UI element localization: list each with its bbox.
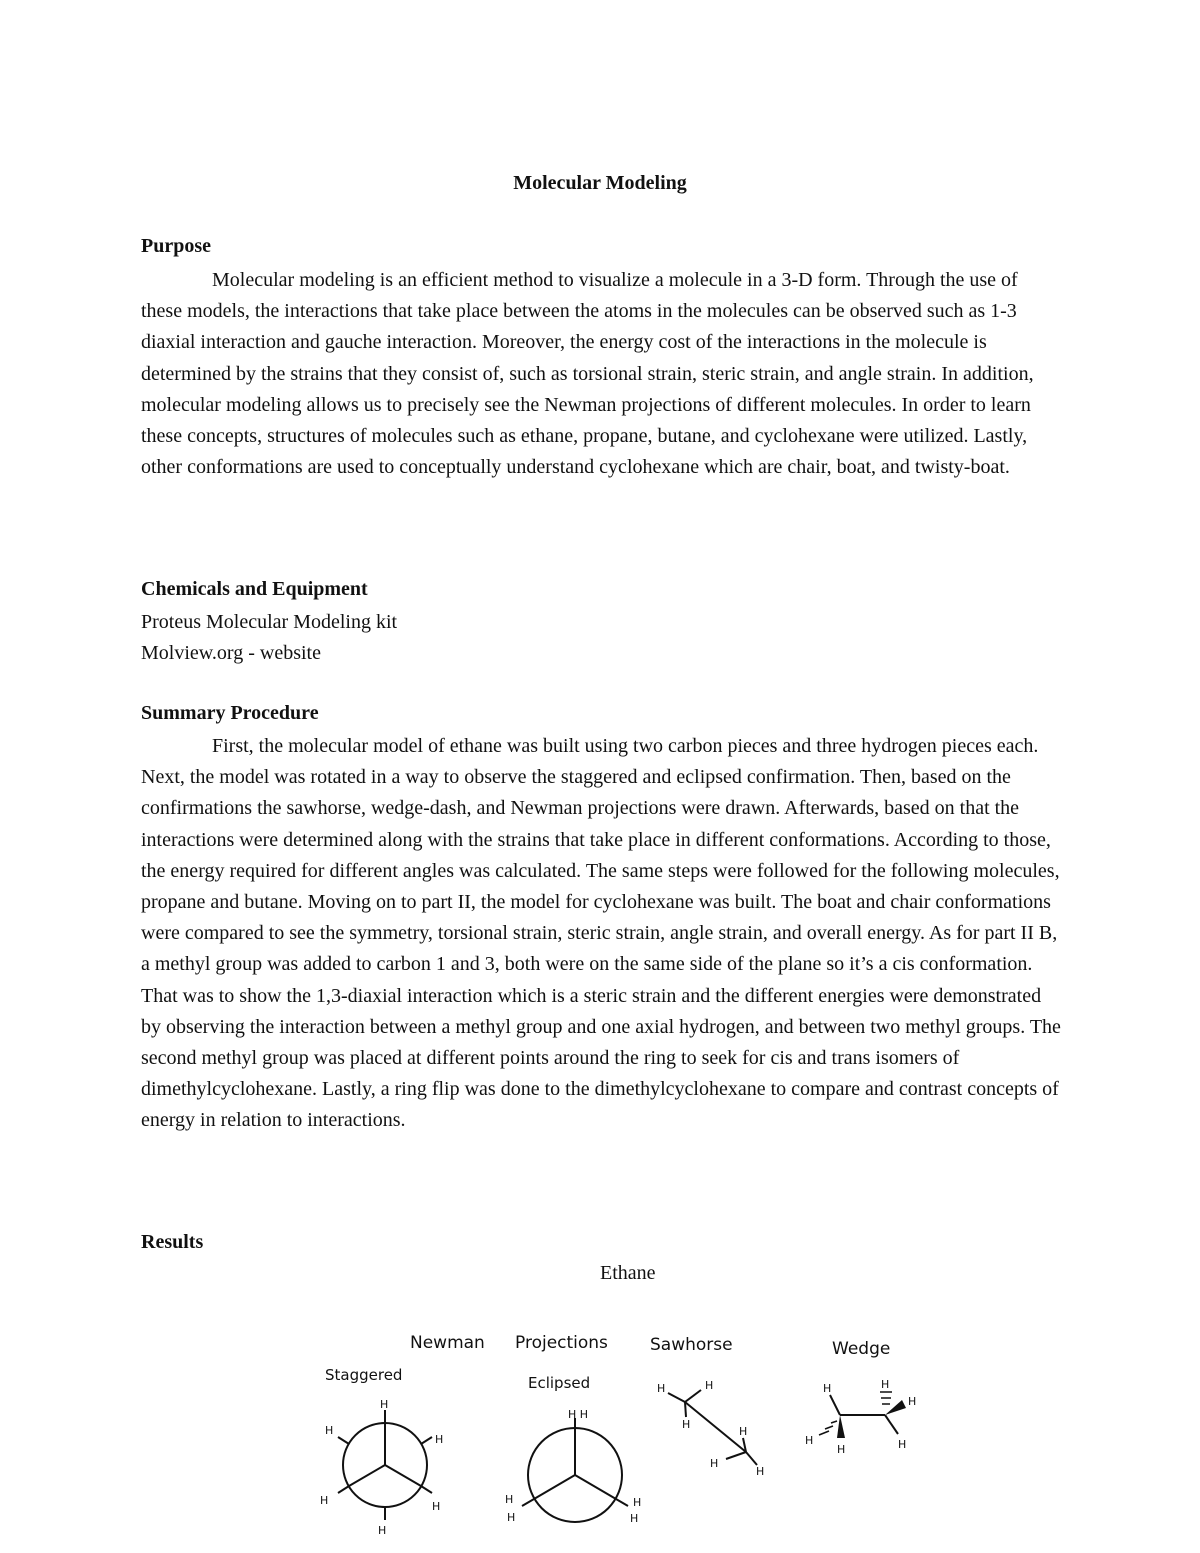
atom-h: H <box>710 1457 719 1470</box>
newman-label: Newman <box>410 1333 485 1353</box>
wedge-sketch <box>819 1392 898 1435</box>
atom-h: H <box>657 1382 666 1395</box>
purpose-heading: Purpose <box>141 235 211 257</box>
atom-h: H <box>630 1512 639 1525</box>
atom-h: H <box>325 1424 334 1437</box>
atom-h: H <box>435 1433 444 1446</box>
atom-h: H <box>380 1398 389 1411</box>
chemicals-item: Molview.org - website <box>141 642 321 664</box>
atom-h: H <box>432 1500 441 1513</box>
atom-h: H <box>908 1395 917 1408</box>
atom-h: H <box>756 1465 765 1478</box>
chemicals-heading: Chemicals and Equipment <box>141 578 368 600</box>
atom-h: H <box>837 1443 846 1456</box>
atom-h: H <box>739 1425 748 1438</box>
atom-h: H <box>505 1493 514 1506</box>
wedge-bond <box>837 1415 845 1438</box>
wedge-bond <box>885 1400 906 1415</box>
staggered-newman <box>338 1410 432 1520</box>
procedure-heading: Summary Procedure <box>141 702 319 724</box>
atom-h: H <box>320 1494 329 1507</box>
staggered-label: Staggered <box>325 1366 403 1384</box>
results-heading: Results <box>141 1231 204 1253</box>
wedge-label: Wedge <box>832 1339 891 1359</box>
atom-h: H <box>378 1524 387 1537</box>
purpose-paragraph: Molecular modeling is an efficient method to visualize a molecule in a 3-D form. Through the use of these models, the interactions that take place between the atoms in the molecules can be observed such as 1-3 diaxial interaction and gauche interaction. Moreover, the energy cost of the interactions in the molecule is determined by the strains that they consist of, such as torsional strain, steric strain, and angle strain. In addition, molecular modeling allows us to precisely see the Newman projections of different molecules. In order to learn these concepts, structures of molecules such as ethane, propane, butane, and cyclohexane were utilized. Lastly, other conformations are used to conceptually understand cyclohexane which are chair, boat, and twisty-boat. <box>141 269 1034 479</box>
atom-h: H <box>507 1511 516 1524</box>
figure-caption: Ethane <box>600 1262 656 1284</box>
ethane-sketch <box>300 1320 940 1553</box>
sawhorse-label: Sawhorse <box>650 1335 733 1355</box>
atom-h: H <box>682 1418 691 1431</box>
atom-h-pair: H H <box>568 1408 589 1421</box>
eclipsed-label: Eclipsed <box>528 1374 591 1392</box>
atom-h: H <box>633 1496 642 1509</box>
chemicals-item: Proteus Molecular Modeling kit <box>141 611 398 633</box>
atom-h: H <box>881 1378 890 1391</box>
atom-h: H <box>823 1382 832 1395</box>
atom-h: H <box>898 1438 907 1451</box>
page-title: Molecular Modeling <box>513 172 687 194</box>
atom-h: H <box>705 1379 714 1392</box>
eclipsed-newman <box>522 1418 628 1522</box>
procedure-paragraph: First, the molecular model of ethane was built using two carbon pieces and three hydrogen pieces each. Next, the model was rotated in a way to observe the staggered and eclipsed confirmation. Then, based on the confirmations the sawhorse, wedge-dash, and Newman projections were drawn. Afterwards, based on that the interactions were determined along with the strains that take place in different conformations. According to those, the energy required for different angles was calculated. The same steps were followed for the following molecules, propane and butane. Moving on to part II, the model for cyclohexane was built. The boat and chair conformations were compared to see the symmetry, torsional strain, steric strain, angle strain, and overall energy. As for part II B, a methyl group was added to carbon 1 and 3, both were on the same side of the plane so it’s a cis conformation. That was to show the 1,3-diaxial interaction which is a steric strain and the different energies were demonstrated by observing the interaction between a methyl group and one axial hydrogen, and between two methyl groups. The second methyl group was placed at different points around the ring to seek for cis and trans isomers of dimethylcyclohexane. Lastly, a ring flip was done to the dimethylcyclohexane to compare and contrast concepts of energy in relation to interactions. <box>141 735 1061 1132</box>
atom-h: H <box>805 1434 814 1447</box>
projections-label: Projections <box>515 1333 608 1353</box>
